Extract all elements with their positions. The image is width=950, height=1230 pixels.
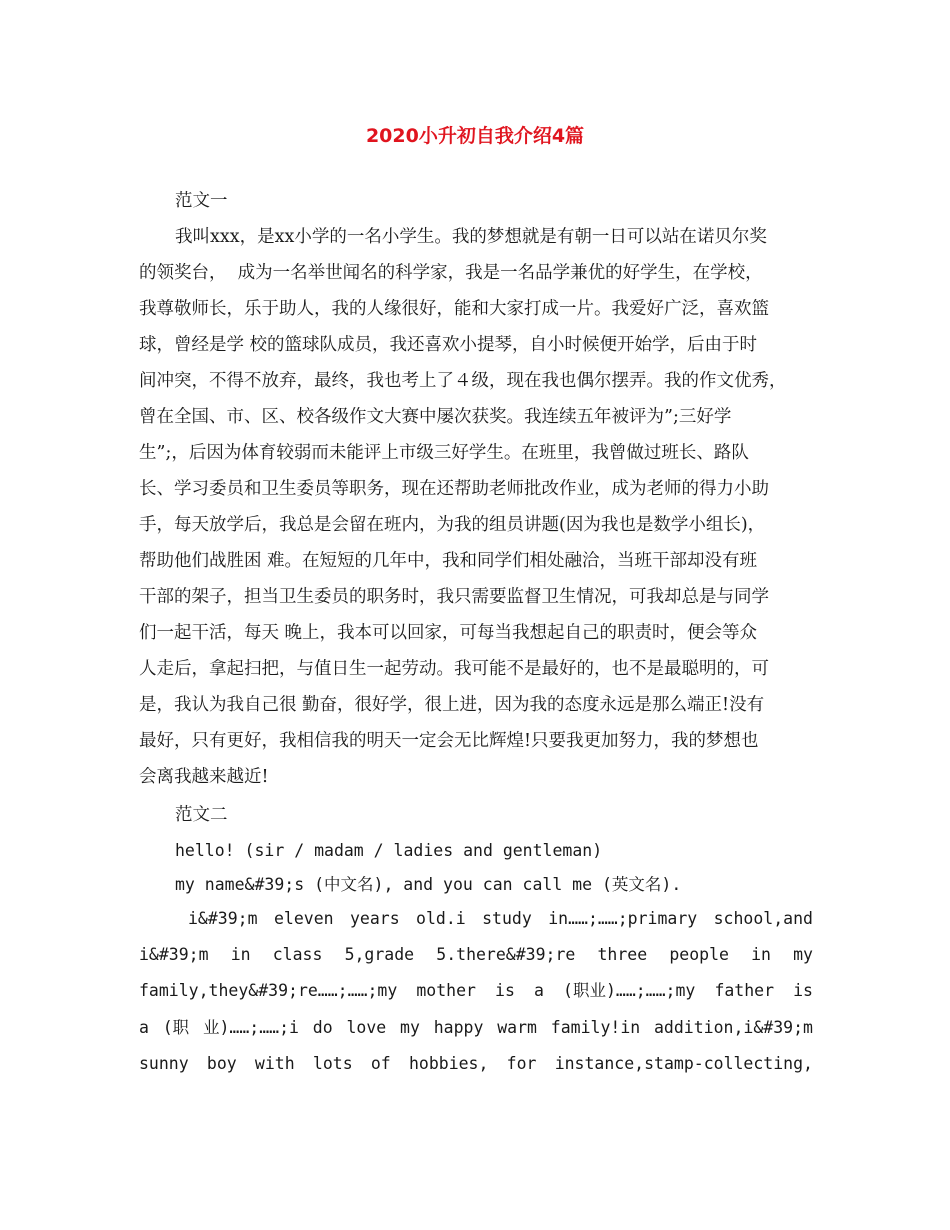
paragraph-line: 是，我认为我自己很 勤奋，很好学，很上进，因为我的态度永远是那么端正!没有 <box>139 695 765 715</box>
word: 5,grade <box>344 945 415 964</box>
paragraph-line: 曾在全国、市、区、校各级作文大赛中屡次获奖。我连续五年被评为”;三好学 <box>139 407 732 427</box>
paragraph-line: 球，曾经是学 校的篮球队成员，我还喜欢小提琴，自小时候便开始学，后由于时 <box>139 335 758 355</box>
greeting-line: hello! (sir / madam / ladies and gentleman) <box>175 841 603 860</box>
word: in……;……;primary <box>548 909 698 928</box>
word: i&#39;m <box>139 945 209 964</box>
word: family,they&#39;re……;……;my <box>139 981 398 1000</box>
word: (职 <box>162 1018 190 1037</box>
word: hobbies, <box>408 1054 489 1073</box>
word: instance,stamp-collecting, <box>554 1054 813 1073</box>
word: do <box>312 1018 333 1037</box>
word: is <box>793 981 813 1000</box>
word: in <box>230 945 251 964</box>
word: happy <box>433 1018 484 1037</box>
paragraph-line: 帮助他们战胜困 难。在短短的几年中，我和同学们相处融洽，当班干部却没有班 <box>139 551 758 571</box>
word: class <box>272 945 323 964</box>
word: mother <box>416 981 476 1000</box>
word: study <box>482 909 532 928</box>
word: three <box>597 945 648 964</box>
word: family!in <box>550 1018 641 1037</box>
word: people <box>669 945 729 964</box>
name-line: my name&#39;s (中文名), and you can call me (英文名). <box>175 875 682 894</box>
word: of <box>370 1054 391 1073</box>
word: my <box>793 945 813 964</box>
word: with <box>254 1054 295 1073</box>
paragraph-line: 我尊敬师长，乐于助人，我的人缘很好，能和大家打成一片。我爱好广泛，喜欢篮 <box>139 299 769 319</box>
word: lots <box>312 1054 353 1073</box>
paragraph-line <box>139 944 813 966</box>
word: school,and <box>713 909 813 928</box>
word: my <box>400 1018 420 1037</box>
word: love <box>346 1018 387 1037</box>
paragraph-line: 干部的架子，担当卫生委员的职务时，我只需要监督卫生情况，可我却总是与同学 <box>139 587 769 607</box>
word: 5.there&#39;re <box>436 945 576 964</box>
paragraph-line: 会离我越来越近! <box>139 767 269 787</box>
paragraph-line <box>139 980 813 1002</box>
word: for <box>506 1054 537 1073</box>
word: in <box>751 945 771 964</box>
paragraph-line <box>139 1017 813 1039</box>
paragraph-line: 们一起干活，每天 晚上，我本可以回家，可每当我想起自己的职责时，便会等众 <box>139 623 758 643</box>
word: old.i <box>416 909 466 928</box>
paragraph-line: 生”;，后因为体育较弱而未能评上市级三好学生。在班里，我曾做过班长、路队 <box>139 443 749 463</box>
paragraph-line: 最好，只有更好，我相信我的明天一定会无比辉煌!只要我更加努力，我的梦想也 <box>139 731 759 751</box>
word: warm <box>497 1018 537 1037</box>
word: sunny <box>139 1054 189 1073</box>
word: (职业)……;……;my <box>563 981 696 1000</box>
word: years <box>349 909 400 928</box>
word: is <box>495 981 515 1000</box>
word: i&#39;m <box>188 909 258 928</box>
word: boy <box>206 1054 237 1073</box>
paragraph-line <box>139 1053 813 1075</box>
section-heading-2: 范文二 <box>175 805 228 825</box>
paragraph-line <box>188 908 813 930</box>
word: 业)……;……;i <box>203 1018 299 1037</box>
paragraph-line: 的领奖台， 成为一名举世闻名的科学家，我是一名品学兼优的好学生，在学校， <box>139 263 763 283</box>
section-heading-1: 范文一 <box>175 191 228 211</box>
word: addition,i&#39;m <box>654 1018 813 1037</box>
paragraph-line: 手，每天放学后，我总是会留在班内，为我的组员讲题(因为我也是数学小组长)， <box>139 515 766 535</box>
paragraph-line: 我叫xxx，是xx小学的一名小学生。我的梦想就是有朝一日可以站在诺贝尔奖 <box>175 227 767 247</box>
paragraph-line: 长、学习委员和卫生委员等职务，现在还帮助老师批改作业，成为老师的得力小助 <box>139 479 769 499</box>
word: a <box>534 981 544 1000</box>
paragraph-line: 人走后，拿起扫把，与值日生一起劳动。我可能不是最好的，也不是最聪明的，可 <box>139 659 769 679</box>
word: father <box>714 981 775 1000</box>
word: a <box>139 1018 149 1037</box>
word: eleven <box>273 909 334 928</box>
paragraph-line: 间冲突，不得不放弃，最终，我也考上了４级，现在我也偶尔摆弄。我的作文优秀， <box>139 371 787 391</box>
document-title: 2020小升初自我介绍4篇 <box>365 125 585 147</box>
